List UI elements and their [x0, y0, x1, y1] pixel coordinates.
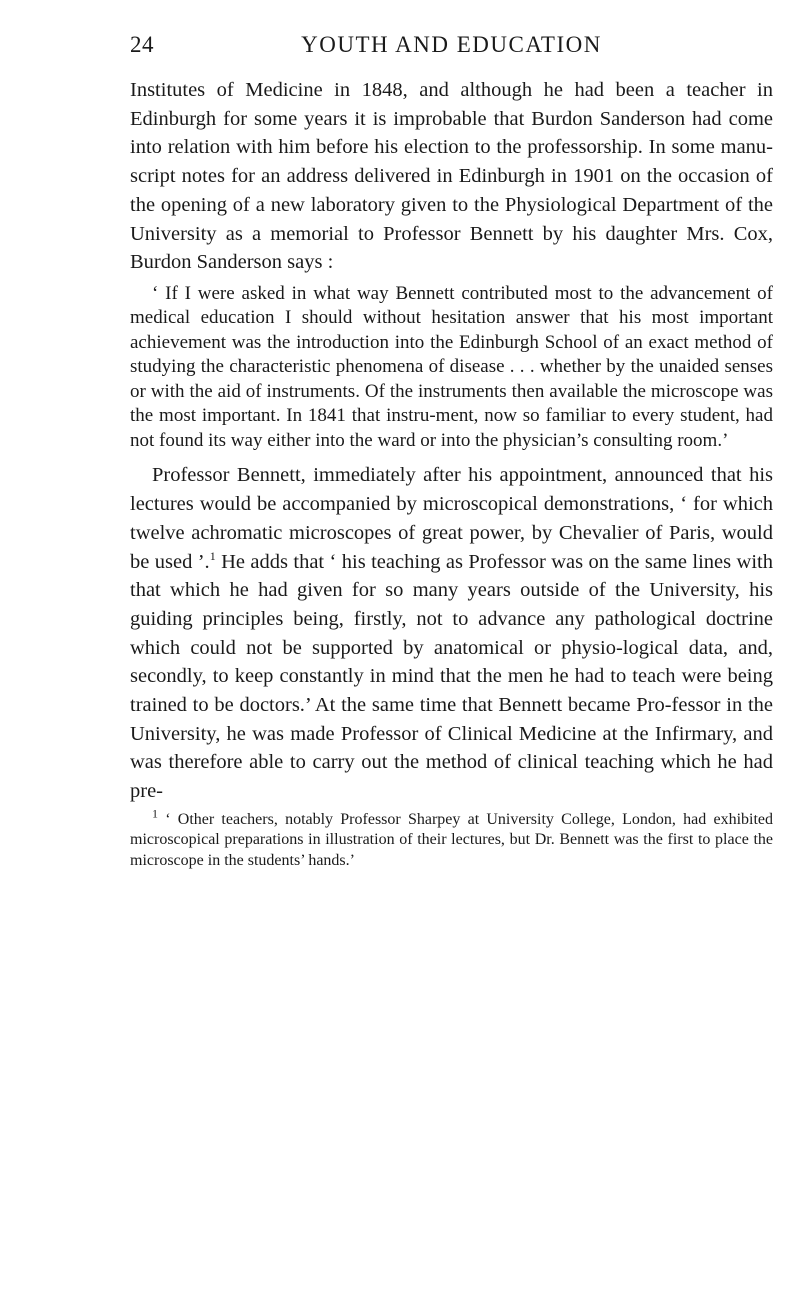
book-page: [130, 32, 773, 871]
paragraph-1: Institutes of Medicine in 1848, and although he had been a teacher in Edinburgh for some years it is improbable that Burdon Sanderson had come into relation with him before his election to the professorship. In some manu-script notes for an address delivered in Edinburgh in 1901 on the occasion of the opening of a new laboratory given to the Physiological Department of the University as a memorial to Professor Bennett by his daughter Mrs. Cox, Burdon Sanderson says :: [130, 79, 773, 274]
footnote-reference: 1: [209, 548, 216, 563]
page-body: [130, 76, 773, 806]
page-header: [130, 32, 773, 76]
footnote: [130, 806, 773, 872]
page-number: 24: [130, 32, 154, 57]
footnote-text: ‘ Other teachers, notably Professor Sharpey at University College, London, had exhibited microscopical preparations in illustration of their lectures, but Dr. Bennett was the first to place the microscope in the students’ hands.’: [130, 810, 773, 869]
block-quote: ‘ If I were asked in what way Bennett contributed most to the advancement of medical education I should without hesitation answer that his most important achievement was the introduction into the Edinburgh School of an exact method of studying the characteristic phenomena of disease . . . whether by the unaided senses or with the aid of instruments. Of the instruments then available the microscope was the most important. In 1841 that instru-ment, now so familiar to every student, had not found its way either into the ward or into the physician’s consulting room.’: [130, 282, 773, 451]
paragraph-2-part-2: He adds that ‘ his teaching as Professor was on the same lines with that which he had given for so many years outside of the University, his guiding principles being, firstly, not to advance any pathological doctrine which could not be supported by anatomical or physio-logical data, and, secondly, to keep constantly in mind that the men he had to teach were being trained to be doctors.’ At the same time that Bennett became Pro-fessor in the University, he was made Professor of Clinical Medicine at the Infirmary, and was therefore able to carry out the method of clinical teaching which he had pre-: [130, 550, 773, 803]
paragraph-2-part-1: Professor Bennett, immediately after his appointment, announced that his lectures would be accompanied by microscopical demonstrations, ‘ for which twelve achromatic microscopes of great power, by Chevalier of Paris, would be used ’.: [130, 464, 773, 573]
running-title: YOUTH AND EDUCATION: [301, 32, 602, 57]
footnote-marker: 1: [152, 806, 158, 821]
paragraph-2: [130, 461, 773, 805]
